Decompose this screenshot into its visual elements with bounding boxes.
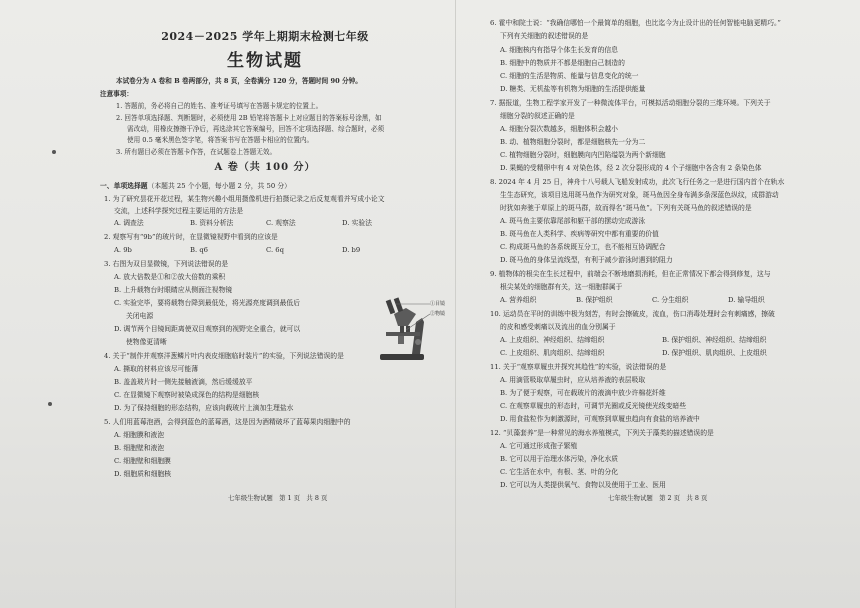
option: C. 它生活在水中，有根、茎、叶的分化 xyxy=(500,468,619,476)
option: C. 植物细胞分裂时，细胞膜向内凹陷缢裂为两个新细胞 xyxy=(500,151,666,159)
option: C. 在观察草履虫的形态时，可调节光圈或反光镜使光线变暗些 xyxy=(500,402,686,410)
option: C. 细胞的生活是物质、能量与信息变化的统一 xyxy=(500,72,639,80)
option: B. 细胞壁和液泡 xyxy=(114,444,165,452)
part-heading xyxy=(100,181,291,193)
question-stem: 10. 运动员在平时的训练中极为刻苦，有时会擦破皮，流血，伤口消毒处理时会有刺痛感，擦破 xyxy=(490,310,775,318)
exam-title: 2024－2025 学年上期期末检测七年级 xyxy=(161,30,369,43)
subject-title: 生物试题 xyxy=(227,51,303,71)
microscope-figure xyxy=(372,292,462,364)
question-stem: 8. 2024 年 4 月 25 日，神舟十八号载人飞船发射成功，此次飞行任务之一是进行国内首个在轨水 xyxy=(490,178,785,186)
option: D. b9 xyxy=(342,246,361,254)
page-footer: 七年级生物试题 第 1 页 共 8 页 xyxy=(228,494,328,502)
option: D. 果蝇的受精卵中有 4 对染色体，经 2 次分裂形成的 4 个子细胞中各含有 2 条染色体 xyxy=(500,164,762,172)
option: C. 上皮组织、肌肉组织、结缔组织 xyxy=(500,349,605,357)
option: A. 细胞膜和液泡 xyxy=(114,431,165,439)
note-line: 需改动，用橡皮擦擦干净后，再选涂其它答案编号，回答不定项选择题、综合题时，必须 xyxy=(127,125,385,133)
option: A. 9b xyxy=(114,246,132,254)
part-label: 一、单项选择题 xyxy=(100,182,148,190)
option: B. 它可以用于治理水体污染，净化水质 xyxy=(500,455,619,463)
option: A. 上皮组织、神经组织、结缔组织 xyxy=(500,336,605,344)
note-line: 3. 所有题目必须在答题卡作答，在试题卷上答题无效。 xyxy=(116,148,277,156)
note-line: 1. 答题前，务必将自己的姓名、准考证号填写在答题卡规定的位置上。 xyxy=(116,102,323,110)
option: A. 斑马鱼主要依靠尾部和躯干部的摆动完成游泳 xyxy=(500,217,646,225)
option: A. 放大倍数是①和②放大倍数的乘积 xyxy=(114,273,226,281)
option: B. q6 xyxy=(190,246,208,254)
option: C. 实验完毕，要将载物台降到最低处，将光源亮度调到最低后 xyxy=(114,299,300,307)
option: 关闭电源 xyxy=(126,312,154,320)
option: B. 保护组织、神经组织、结缔组织 xyxy=(662,336,767,344)
option: D. 用食盐粒作为刺激源时，可观察到草履虫趋向有食盐的培养液中 xyxy=(500,415,700,423)
option: A. 细胞分裂次数越多，细胞体积会越小 xyxy=(500,125,618,133)
question-stem: 时犹如奔驰于草原上的斑马群，故而得名“斑马鱼”。下列有关斑马鱼的叙述错误的是 xyxy=(500,204,752,212)
option: C. 在显微镜下观察时被染成深色的结构是细胞核 xyxy=(114,391,260,399)
option: B. 为了便于观察，可在载玻片的液滴中放少许棉花纤维 xyxy=(500,389,666,397)
section-a-heading: A 卷（共 100 分） xyxy=(214,162,316,173)
option: B. 上升载物台时眼睛应从侧面注视物镜 xyxy=(114,286,233,294)
question-stem: 1. 为了研究昙花开花过程，某生物兴趣小组用摄像机进行拍摄记录之后反复观看并写成小论文 xyxy=(104,195,385,203)
option-row xyxy=(114,245,418,257)
question-stem: 5. 人们用蓝莓泡酒，会得到蓝色的蓝莓酒，这是因为酒精破坏了蓝莓果肉细胞中的 xyxy=(104,418,351,426)
question-stem: 细胞分裂的叙述正确的是 xyxy=(500,112,575,120)
option: D. 保护组织、肌肉组织、上皮组织 xyxy=(662,349,767,357)
option: B. 盖盖玻片时一侧先接触液滴，然后缓缓放平 xyxy=(114,378,253,386)
part-note: （本题共 25 个小题，每小题 2 分，共 50 分） xyxy=(147,182,291,190)
intro-line: 本试卷分为 A 卷和 B 卷两部分，共 8 页，全卷满分 120 分，答题时间 90 分钟。 xyxy=(116,77,362,85)
option: C. 分生组织 xyxy=(652,296,689,304)
question-stem: 7. 据报道，生物工程学家开发了一种微流体平台，可模拟活动细胞分裂的三维环境。下列关于 xyxy=(490,99,771,107)
note-line: 2. 回答单项选择题、判断题时，必须使用 2B 铅笔将答题卡上对应题目的答案标号涂黑，如 xyxy=(116,114,382,122)
question-stem: 12. “贝藻套养”是一种常见的海水养殖模式，下列关于藻类的描述错误的是 xyxy=(490,429,714,437)
question-stem: 6. 霍中和院士说：“我确信哪怕一个最简单的细胞，也比迄今为止设计出的任何智能电脑更精巧。” xyxy=(490,19,781,27)
question-stem: 的皮和感受刺痛以及流出的血分别属于 xyxy=(500,323,616,331)
question-stem: 下列有关细胞的叙述错误的是 xyxy=(500,32,589,40)
option: B. 保护组织 xyxy=(576,296,613,304)
scan-dot xyxy=(52,150,56,154)
question-stem: 9. 植物体的根尖在生长过程中，前端会不断地磨损消耗，但在正常情况下都会得到修复，这与 xyxy=(490,270,771,278)
note-line: 使用 0.5 毫米黑色签字笔，将答案书写在答题卡相应的位置内。 xyxy=(127,136,314,144)
option: D. 细胞质和细胞核 xyxy=(114,470,172,478)
option: D. 斑马鱼的身体呈流线型，有利于减少游泳时遇到的阻力 xyxy=(500,256,673,264)
option: A. 调查法 xyxy=(114,219,144,227)
option: C. 6q xyxy=(266,246,284,254)
page-footer: 七年级生物试题 第 2 页 共 8 页 xyxy=(608,494,708,502)
option: D. 为了保持细胞的形态结构，应该向载玻片上滴加生理盐水 xyxy=(114,404,294,412)
option: D. 糖类、无机盐等有机物为细胞的生活提供能量 xyxy=(500,85,646,93)
option: A. 它可通过形成孢子繁殖 xyxy=(500,442,578,450)
option-row xyxy=(114,218,418,230)
option-row xyxy=(500,295,804,307)
question-stem: 交流，上述科学探究过程主要运用的方法是 xyxy=(114,207,244,215)
option: B. 斑马鱼在人类科学、疾病等研究中都有重要的价值 xyxy=(500,230,659,238)
question-stem: 3. 右图为双目显微镜，下列说法错误的是 xyxy=(104,260,229,268)
figure-label: ①目镜 xyxy=(430,301,446,307)
option: D. 输导组织 xyxy=(728,296,765,304)
option: D. 它可以为人类提供氧气、食物以及使用于工业、医用 xyxy=(500,481,666,489)
question-stem: 生生态研究，该项目选用斑马鱼作为研究对象，斑马鱼因全身布满多条深蓝色纵纹，成群游动 xyxy=(500,191,779,199)
option: A. 细胞核内有指导个体生长发育的信息 xyxy=(500,46,618,54)
option: D. 实验法 xyxy=(342,219,372,227)
option: B. 资料分析法 xyxy=(190,219,234,227)
figure-label: ②物镜 xyxy=(430,311,446,317)
option: C. 构成斑马鱼的各系统既互分工，也不能相互协调配合 xyxy=(500,243,666,251)
option: C. 观察法 xyxy=(266,219,296,227)
question-stem: 2. 观察写有“9b”的玻片时，在显微镜视野中看到的应该是 xyxy=(104,233,278,241)
question-stem: 11. 关于“观察草履虫并探究其趋性”的实验，说法错误的是 xyxy=(490,363,667,371)
scan-dot xyxy=(48,402,52,406)
question-stem: 4. 关于“制作并观察洋葱鳞片叶内表皮细胞临时装片”的实验，下列说法错误的是 xyxy=(104,352,344,360)
option: 使物像更清晰 xyxy=(126,338,167,346)
option: D. 调节两个目镜间距离使双目观察到的视野完全重合，就可以 xyxy=(114,325,301,333)
option: B. 动、植物细胞分裂时，都是细胞核先一分为二 xyxy=(500,138,646,146)
option: A. 用滴管吸取草履虫时，应从培养液的表层吸取 xyxy=(500,376,646,384)
question-stem: 根尖某处的细胞群有关，这一细胞群属于 xyxy=(500,283,623,291)
option: A. 撕取的材料应该尽可能薄 xyxy=(114,365,198,373)
option: A. 营养组织 xyxy=(500,296,537,304)
option: B. 细胞中的物质并不都是细胞自己制造的 xyxy=(500,59,625,67)
right-page xyxy=(490,0,830,608)
option: C. 细胞壁和细胞膜 xyxy=(114,457,171,465)
left-page xyxy=(100,0,446,608)
notes-label: 注意事项： xyxy=(100,90,133,98)
